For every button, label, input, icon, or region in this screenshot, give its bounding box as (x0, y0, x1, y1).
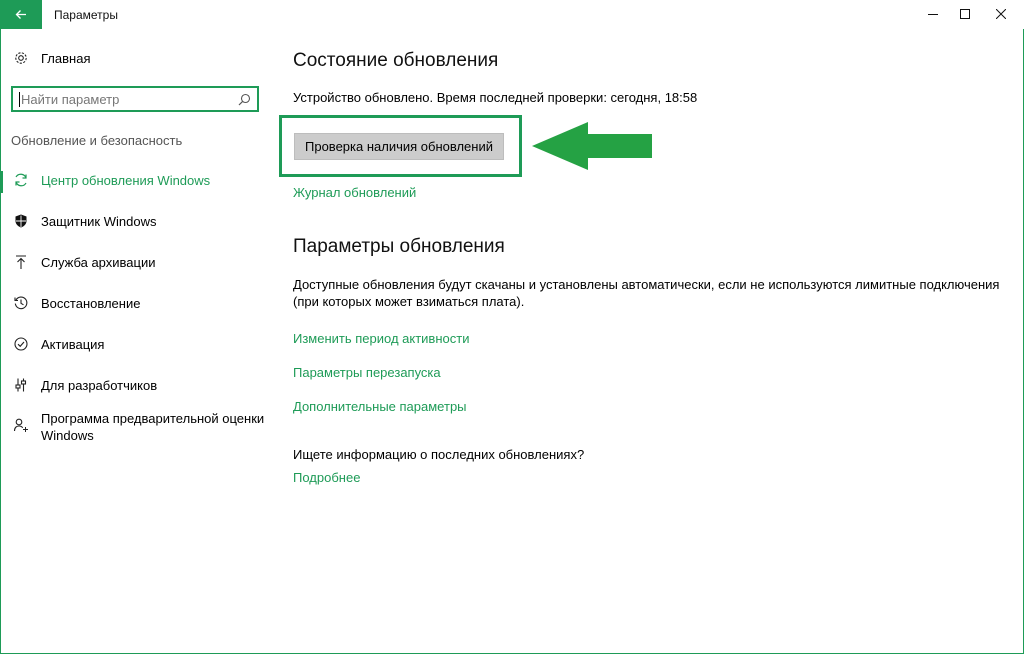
sidebar-item-label: Активация (41, 337, 105, 352)
info-question: Ищете информацию о последних обновлениях? (293, 447, 585, 462)
sliders-icon (13, 377, 29, 393)
sidebar-section-title: Обновление и безопасность (11, 133, 183, 148)
back-button[interactable] (0, 0, 42, 29)
sidebar-item-activation[interactable] (0, 331, 270, 361)
maximize-icon (960, 9, 970, 19)
sidebar-item-windows-update[interactable] (0, 167, 270, 197)
learn-more-link[interactable]: Подробнее (293, 470, 361, 485)
sidebar-item-label: Защитник Windows (41, 214, 157, 229)
status-heading: Состояние обновления (293, 50, 499, 71)
gear-icon (13, 50, 29, 66)
sidebar-item-backup[interactable] (0, 249, 270, 279)
back-arrow-icon (15, 9, 27, 20)
settings-heading: Параметры обновления (293, 236, 505, 257)
sidebar-item-home[interactable] (0, 45, 270, 75)
window-title: Параметры (54, 8, 118, 22)
check-circle-icon (13, 336, 29, 352)
settings-text-line1: Доступные обновления будут скачаны и установлены автоматически, если не используются лимитные подключения (293, 277, 1000, 292)
history-icon (13, 295, 29, 311)
sidebar-item-label-line1: Программа предварительной оценки (41, 411, 265, 426)
active-hours-link[interactable]: Изменить период активности (293, 331, 470, 346)
sidebar-item-developers[interactable] (0, 372, 270, 402)
status-text: Устройство обновлено. Время последней проверки: сегодня, 18:58 (293, 90, 698, 105)
restart-options-link[interactable]: Параметры перезапуска (293, 365, 441, 380)
sidebar-item-label-line2: Windows (41, 428, 94, 443)
sidebar-item-label: Центр обновления Windows (41, 173, 211, 188)
close-icon (996, 9, 1006, 19)
close-button[interactable] (981, 0, 1021, 29)
minimize-icon (928, 9, 938, 19)
sidebar-item-label (41, 410, 264, 444)
refresh-icon (13, 172, 29, 188)
pointer-arrow-icon (530, 120, 656, 172)
sidebar-item-label: Восстановление (41, 296, 141, 311)
settings-text-line2: (при которых может взиматься плата). (293, 294, 525, 309)
sidebar-item-label: Для разработчиков (41, 378, 158, 393)
sidebar-item-label: Служба архивации (41, 255, 156, 270)
check-updates-button[interactable]: Проверка наличия обновлений (294, 133, 504, 160)
maximize-button[interactable] (945, 0, 985, 29)
search-field[interactable] (11, 86, 259, 112)
shield-icon (13, 213, 29, 229)
search-input[interactable] (21, 91, 231, 107)
sidebar-item-insider[interactable] (0, 404, 270, 446)
sidebar-item-defender[interactable] (0, 208, 270, 238)
upload-icon (13, 254, 29, 270)
text-caret (19, 92, 20, 107)
sidebar-home-label: Главная (41, 51, 91, 66)
update-history-link[interactable]: Журнал обновлений (293, 185, 417, 200)
search-icon[interactable] (238, 93, 251, 106)
title-bar (0, 0, 1024, 29)
sidebar-item-recovery[interactable] (0, 290, 270, 320)
advanced-options-link[interactable]: Дополнительные параметры (293, 399, 467, 414)
person-icon (13, 417, 29, 433)
